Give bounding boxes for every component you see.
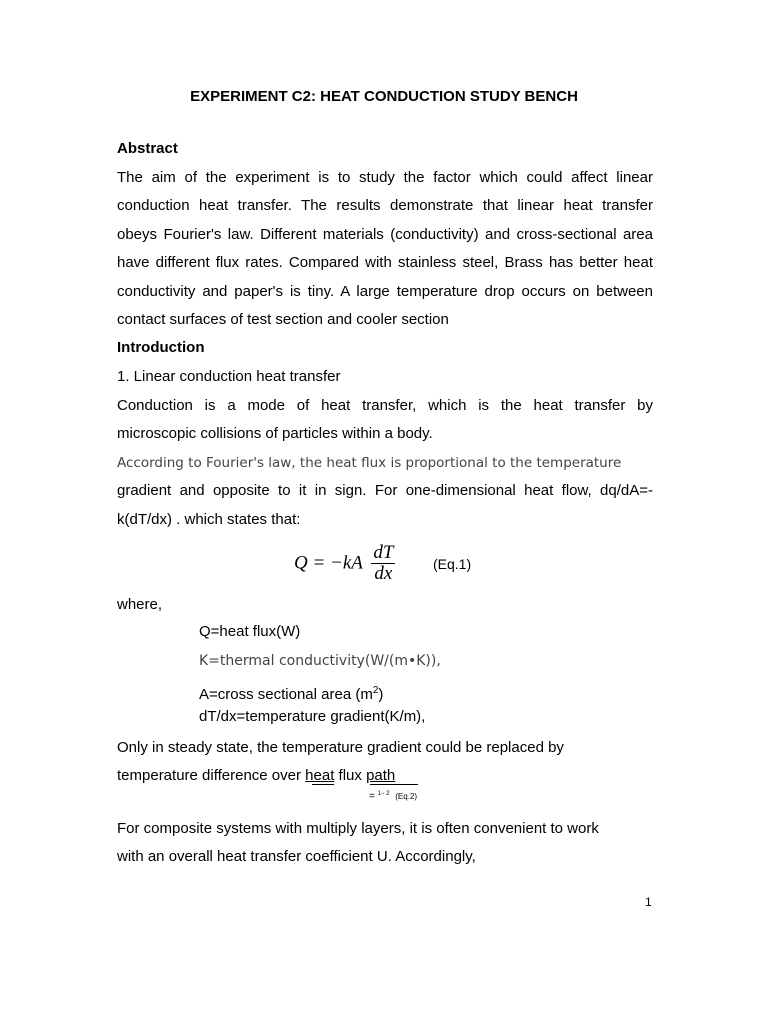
equation-lhs: Q = −kA [294,552,363,574]
equation-denominator: dx [374,563,393,584]
page-number: 1 [645,895,652,909]
definition-k: K=thermal conductivity(W/(m•K)), [199,653,441,669]
path-word: path [366,767,396,784]
abstract-line: obeys Fourier's law. Different materials (conductivity) and cross-sectional area [117,226,653,243]
equation-1 [294,543,395,584]
section-item-1: 1. Linear conduction heat transfer [117,368,341,385]
definition-a-close: ) [378,686,384,703]
where-text: where, [117,596,163,613]
steady-line-2-text: temperature difference over [117,767,306,784]
abstract-line: contact surfaces of test section and cooler section [117,311,449,328]
introduction-heading: Introduction [117,339,205,356]
definition-a [199,685,383,703]
eq2-subscript: 1− 2 [377,791,390,797]
abstract-line: have different flux rates. Compared with stainless steel, Brass has better heat [117,254,653,271]
document-title: EXPERIMENT C2: HEAT CONDUCTION STUDY BENCH [190,88,578,105]
definition-dtdx: dT/dx=temperature gradient(K/m), [199,708,426,725]
abstract-line: conduction heat transfer. The results demonstrate that linear heat transfer [117,197,653,214]
abstract-line: conductivity and paper's is tiny. A large temperature drop occurs on between [117,283,653,300]
composite-line: For composite systems with multiply layers, it is often convenient to work [117,820,599,837]
definition-a-text: A=cross sectional area (m [199,686,373,703]
equation-2 [369,791,417,802]
eq2-rule-right [370,784,418,785]
gradient-line: k(dT/dx) . which states that: [117,511,301,528]
heat-word: heat [305,767,335,784]
definition-a-superscript: 2 [372,685,379,696]
abstract-heading: Abstract [117,140,178,157]
gradient-line: gradient and opposite to it in sign. For one-dimensional heat flow, dq/dA=- [117,482,653,499]
fourier-line: According to Fourier's law, the heat flux is proportional to the temperature [117,455,622,471]
equation-numerator: dT [373,542,394,563]
conduction-line: Conduction is a mode of heat transfer, which is the heat transfer by [117,397,653,414]
equation-1-label: (Eq.1) [433,556,472,572]
steady-line-2 [117,766,653,786]
steady-line: Only in steady state, the temperature gradient could be replaced by [117,739,564,756]
abstract-line: The aim of the experiment is to study the factor which could affect linear [117,169,653,186]
equation-fraction [371,543,395,584]
conduction-line: microscopic collisions of particles within a body. [117,425,433,442]
eq2-rule-left [312,784,334,785]
composite-line: with an overall heat transfer coefficient U. Accordingly, [117,848,476,865]
eq2-label: (Eq.2) [395,792,418,801]
eq2-equals: = [369,791,375,802]
definition-q: Q=heat flux(W) [199,623,301,640]
flux-word: flux [334,767,367,784]
